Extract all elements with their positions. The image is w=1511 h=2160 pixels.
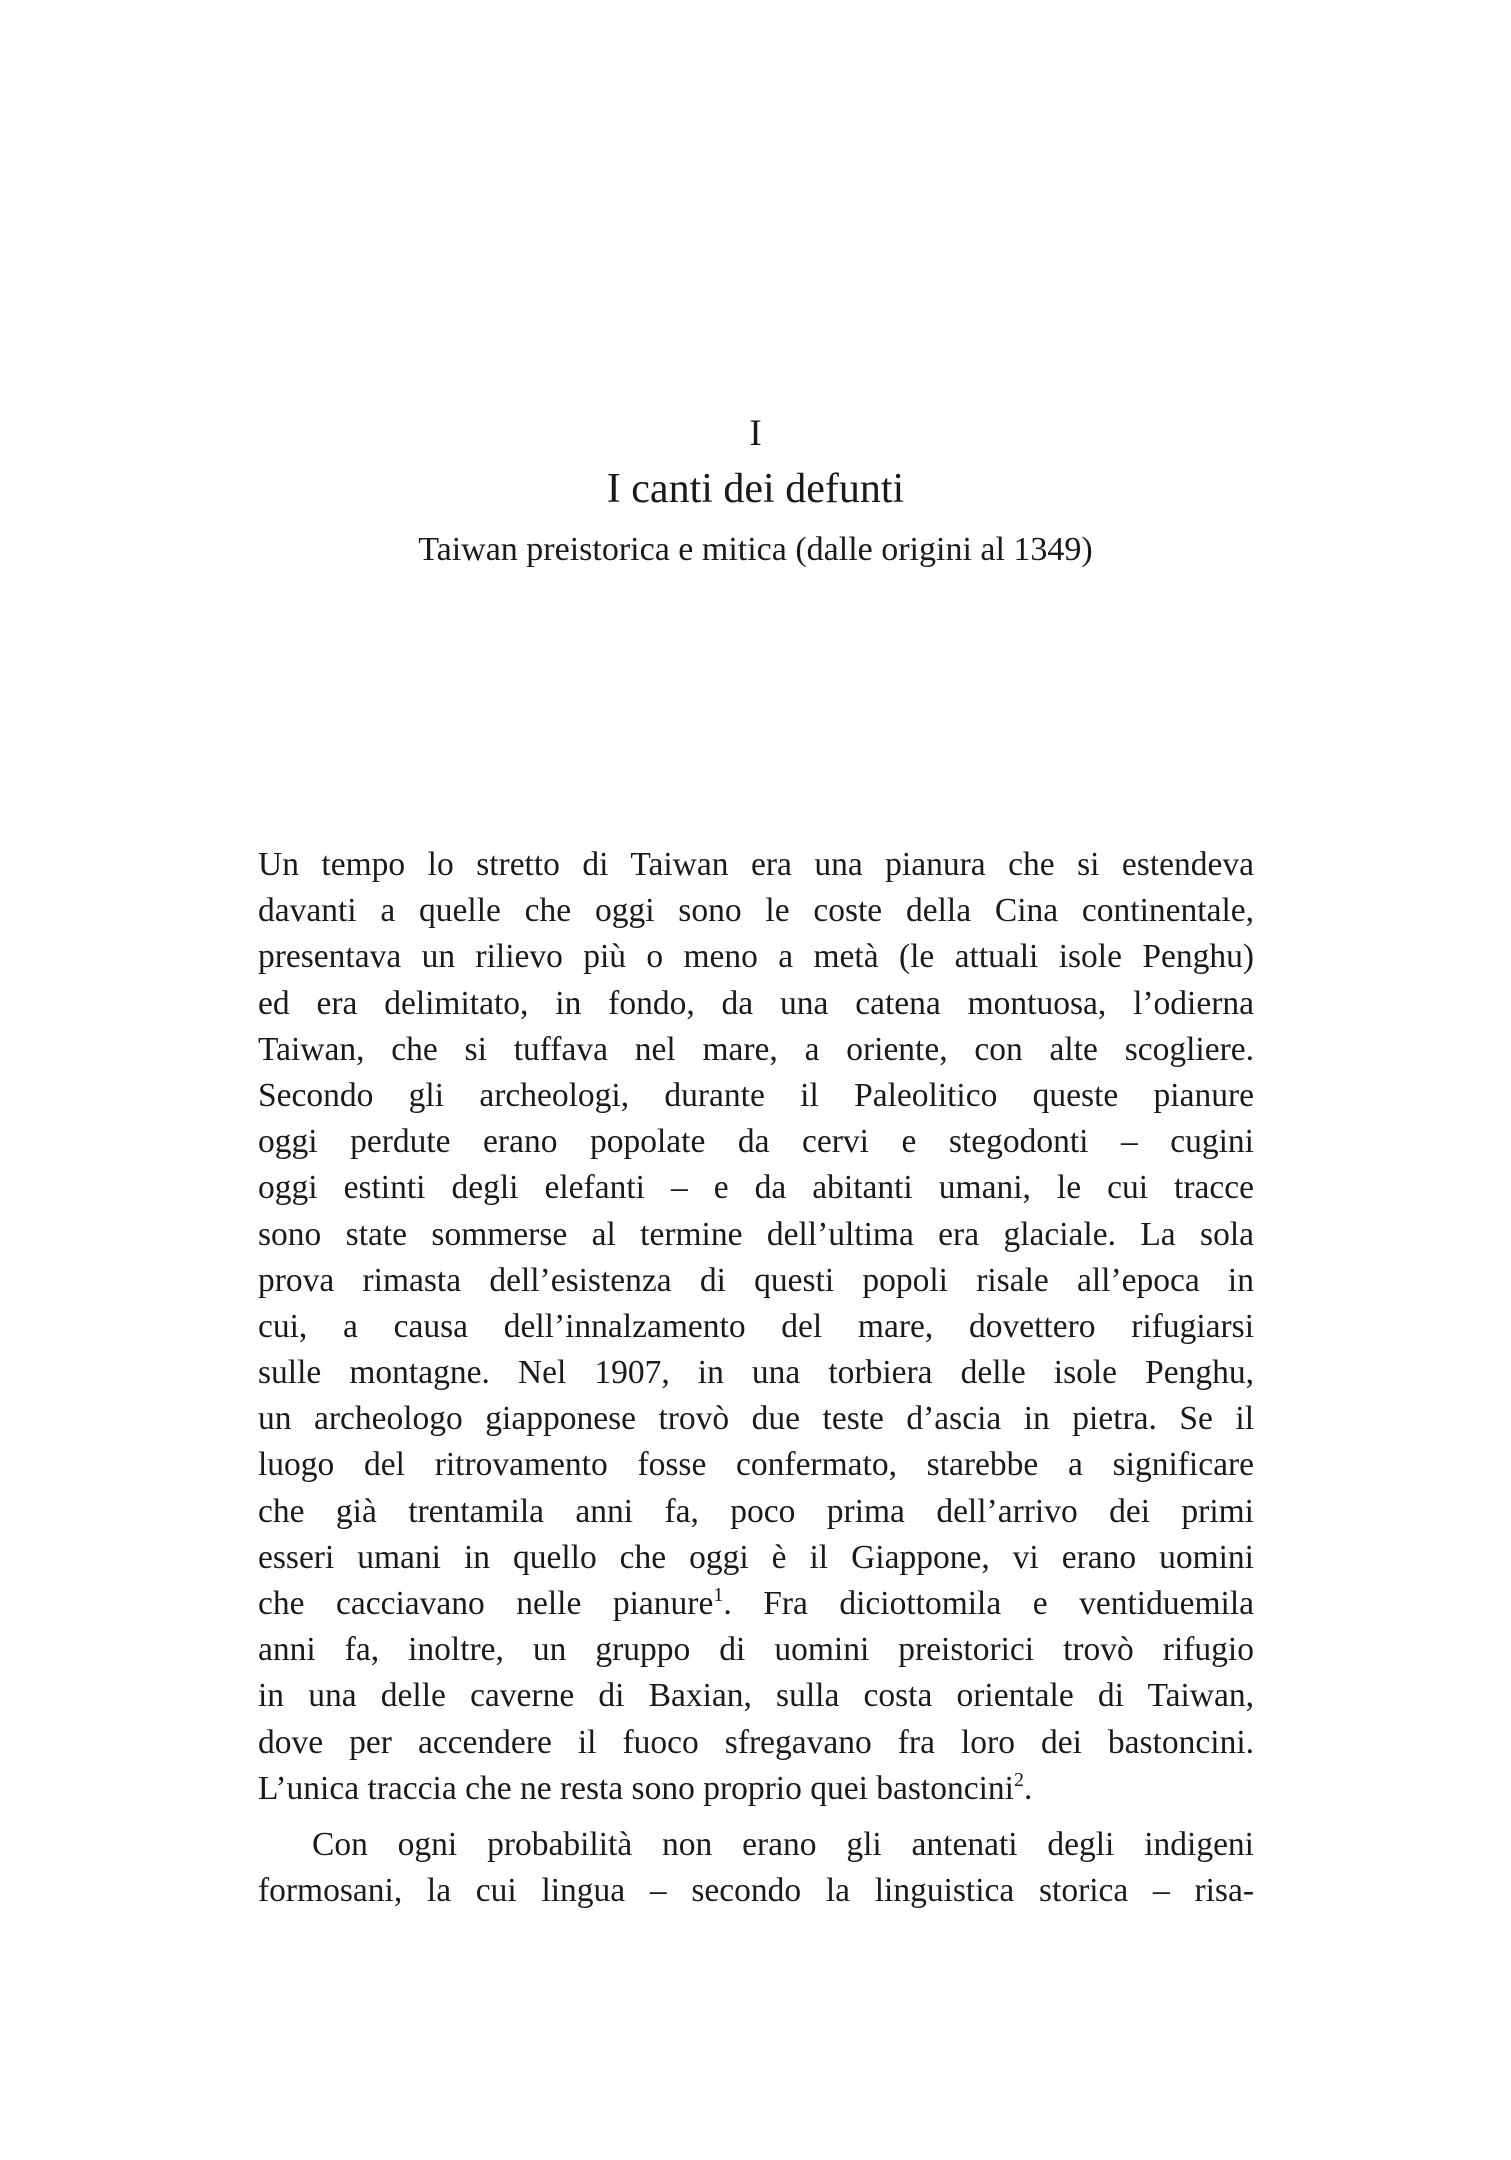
paragraph-gap xyxy=(258,1812,1254,1822)
footnote-ref[interactable]: 1 xyxy=(713,1584,724,1606)
text-line: oggi estinti degli elefanti – e da abitanti umani, le cui tracce xyxy=(258,1169,1254,1207)
text-line: oggi perdute erano popolate da cervi e stegodonti – cugini xyxy=(258,1123,1254,1161)
text-line: che già trentamila anni fa, poco prima dell’arrivo dei primi xyxy=(258,1492,1254,1530)
line-text: L’unica traccia che ne resta sono proprio quei bastoncini xyxy=(258,1769,1014,1807)
text-line: prova rimasta dell’esistenza di questi popoli risale all’epoca in xyxy=(258,1261,1254,1299)
line-text: che cacciavano nelle pianure xyxy=(258,1585,714,1622)
paragraph-2 xyxy=(258,1822,1254,1914)
text-line: in una delle caverne di Baxian, sulla costa orientale di Taiwan, xyxy=(258,1677,1254,1715)
text-line-with-footnote xyxy=(258,1766,1254,1812)
line-text: . Fra diciottomila e ventiduemila xyxy=(723,1585,1254,1622)
text-line: Con ogni probabilità non erano gli antenati degli indigeni xyxy=(312,1825,1254,1863)
text-line: sono state sommerse al termine dell’ultima era glaciale. La sola xyxy=(258,1215,1254,1253)
text-line: Un tempo lo stretto di Taiwan era una pianura che si estendeva xyxy=(258,846,1254,883)
text-line: cui, a causa dell’innalzamento del mare, dovettero rifugiarsi xyxy=(258,1307,1254,1345)
text-line: formosani, la cui lingua – secondo la linguistica storica – risa- xyxy=(258,1872,1254,1910)
text-line: davanti a quelle che oggi sono le coste della Cina continentale, xyxy=(258,892,1254,930)
chapter-title: I canti dei defunti xyxy=(606,466,905,512)
text-line-with-footnote xyxy=(258,1581,1254,1627)
text-line: un archeologo giapponese trovò due teste d’ascia in pietra. Se il xyxy=(258,1400,1254,1438)
chapter-number: I xyxy=(749,413,762,454)
chapter-subtitle: Taiwan preistorica e mitica (dalle origini al 1349) xyxy=(418,531,1093,568)
text-line: Secondo gli archeologi, durante il Paleolitico queste pianure xyxy=(258,1076,1254,1114)
text-line: anni fa, inoltre, un gruppo di uomini preistorici trovò rifugio xyxy=(258,1631,1254,1669)
text-line: dove per accendere il fuoco sfregavano fra loro dei bastoncini. xyxy=(258,1723,1254,1761)
text-line: luogo del ritrovamento fosse confermato, starebbe a significare xyxy=(258,1446,1254,1484)
text-line: sulle montagne. Nel 1907, in una torbiera delle isole Penghu, xyxy=(258,1354,1254,1392)
line-text: . xyxy=(1023,1769,1033,1807)
text-line: ed era delimitato, in fondo, da una catena montuosa, l’odierna xyxy=(258,984,1254,1022)
text-line: Taiwan, che si tuffava nel mare, a oriente, con alte scogliere. xyxy=(258,1030,1254,1068)
footnote-ref[interactable]: 2 xyxy=(1013,1768,1024,1791)
paragraph-1 xyxy=(258,842,1254,1812)
text-line: presentava un rilievo più o meno a metà (le attuali isole Penghu) xyxy=(258,938,1254,976)
body-text xyxy=(258,842,1254,1914)
text-line: esseri umani in quello che oggi è il Giappone, vi erano uomini xyxy=(258,1538,1254,1576)
